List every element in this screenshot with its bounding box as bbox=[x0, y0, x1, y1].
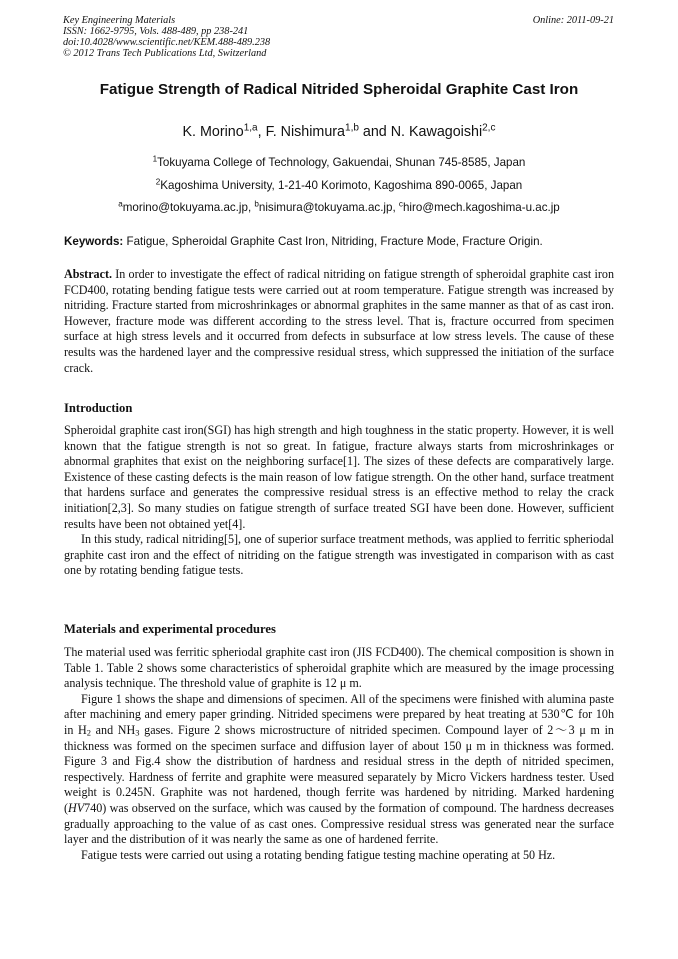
email-mark: a bbox=[118, 199, 123, 209]
text-run: gases. Figure 2 shows microstructure of nitrided specimen. Compound layer of 2～3 μ m in thickness was formed on the specimen surface and diffusion layer of about 150 μ m in thickness was formed. Figure 3 and Fig.4 show the distribution of hardness and residual stress in the depth of nitrided specimen, respectively. Hardness of ferrite and graphite were measured separately by Micro Vickers hardness tester. Used weight is 0.245N. Graphite was not hardened, though ferrite was hardened by nitriding. Marked hardening ( bbox=[64, 722, 614, 815]
section-heading-introduction: Introduction bbox=[64, 401, 133, 415]
subscript: 2 bbox=[86, 727, 92, 738]
section-heading-materials: Materials and experimental procedures bbox=[64, 622, 276, 636]
email-address: nisimura@tokuyama.ac.jp bbox=[258, 201, 393, 214]
subscript: 3 bbox=[135, 727, 140, 738]
author-name: K. Morino bbox=[182, 124, 244, 140]
affiliation bbox=[0, 179, 678, 192]
journal-doi: doi:10.4028/www.scientific.net/KEM.488-489.238 bbox=[63, 37, 271, 48]
paragraph: Fatigue tests were carried out using a rotating bending fatigue testing machine operating at 50 Hz. bbox=[81, 847, 556, 862]
affiliation bbox=[0, 156, 678, 169]
paragraph: Spheroidal graphite cast iron(SGI) has high strength and high toughness in the static property. However, it is well known that the fatigue strength is not so great. In fatigue, fracture always starts from microshrinkages or abnormal graphites that exist on the neighboring surface[1]. The sizes of these defects are comparatively large. Existence of these casting defects is the main reason of low fatigue strength. On the other hand, surface treatment that hardens surface and generates the compressive residual stress is an effective method to relay the crack initiation[2,3]. So many studies on fatigue strength of surface treated SGI have been done. However, sufficient results have been not obtained yet[4]. bbox=[64, 423, 614, 531]
keywords bbox=[64, 235, 614, 248]
journal-copyright: © 2012 Trans Tech Publications Ltd, Switzerland bbox=[63, 48, 267, 59]
email-address: morino@tokuyama.ac.jp bbox=[122, 201, 248, 214]
abstract-label: Abstract. bbox=[64, 267, 113, 281]
abstract-text: In order to investigate the effect of radical nitriding on fatigue strength of spheroidal graphite cast iron FCD400, rotating bending fatigue tests were carried out at room temperature. Fatigue strength was increased by nitriding. Fracture started from microshrinkages or abnormal graphites in the same manner as that of as cast iron. However, fracture mode was different according to the stress level. That is, fracture occurred from specimen surface at high stress levels and it occurred from defects in subsurface at low stress levels. The cause of these results was the hardened layer and the compressive residual stress, which suppressed the initiation of the surface crack. bbox=[64, 267, 614, 375]
affiliation-text: Kagoshima University, 1-21-40 Korimoto, Kagoshima 890-0065, Japan bbox=[160, 179, 523, 192]
author-affiliation-mark: 2,c bbox=[482, 122, 496, 134]
online-date: Online: 2011-09-21 bbox=[532, 15, 614, 26]
text-run: Figure 1 shows the shape and dimensions of specimen. All of the specimens were finished with alumina paste after machining and emery paper grinding. Nitrided specimens were prepared by heat treating at 530℃ for 10h in H bbox=[64, 691, 614, 737]
keywords-text: Fatigue, Spheroidal Graphite Cast Iron, Nitriding, Fracture Mode, Fracture Origin. bbox=[123, 235, 543, 248]
journal-header bbox=[63, 15, 270, 59]
text-run: and NH bbox=[91, 722, 136, 737]
abstract bbox=[64, 267, 614, 376]
paragraph: The material used was ferritic spheriodal graphite cast iron (JIS FCD400). The chemical composition is shown in Table 1. Table 2 shows some characteristics of spheroidal graphite which are measured by the image processing analysis technique. The threshold value of graphite is 12 μ m. bbox=[64, 645, 614, 691]
author-affiliation-mark: 1,b bbox=[345, 122, 359, 134]
author-name: F. Nishimura bbox=[265, 124, 346, 140]
email-separator: , bbox=[392, 201, 399, 214]
materials-body bbox=[64, 645, 614, 863]
email-mark: b bbox=[254, 199, 259, 209]
email-separator: , bbox=[247, 201, 255, 214]
author-list bbox=[0, 124, 678, 140]
author-separator: and bbox=[358, 124, 391, 140]
paper-title: Fatigue Strength of Radical Nitrided Spheroidal Graphite Cast Iron bbox=[99, 81, 579, 98]
keywords-label: Keywords: bbox=[64, 235, 124, 248]
paragraph: In this study, radical nitriding[5], one of superior surface treatment methods, was applied to ferritic spheriodal graphite cast iron and the effect of nitriding on the fatigue strength was investigated in comparison with as cast one by rotating bending fatigue tests. bbox=[64, 532, 614, 578]
author-affiliation-mark: 1,a bbox=[243, 122, 258, 134]
author-separator: , bbox=[257, 124, 266, 140]
journal-name: Key Engineering Materials bbox=[63, 15, 176, 26]
email-mark: c bbox=[398, 199, 403, 209]
affiliation-mark: 1 bbox=[152, 154, 158, 164]
author-name: N. Kawagoishi bbox=[390, 124, 483, 140]
email-list bbox=[0, 201, 678, 214]
affiliation-mark: 2 bbox=[155, 177, 161, 187]
journal-issn: ISSN: 1662-9795, Vols. 488-489, pp 238-241 bbox=[63, 26, 249, 37]
email-address: hiro@mech.kagoshima-u.ac.jp bbox=[402, 201, 560, 214]
text-run: 740) was observed on the surface, which was caused by the formation of compound. The hardness decreases gradually approaching to the value of as cast ones. Compressive residual stress was generated near the surface layer and the distribution of it was nearly the same as one of hardened ferrite. bbox=[64, 800, 614, 847]
affiliation-text: Tokuyama College of Technology, Gakuendai, Shunan 745-8585, Japan bbox=[157, 156, 526, 169]
italic-run: HV bbox=[68, 800, 85, 815]
introduction-body bbox=[64, 423, 614, 579]
paragraph bbox=[64, 692, 614, 848]
